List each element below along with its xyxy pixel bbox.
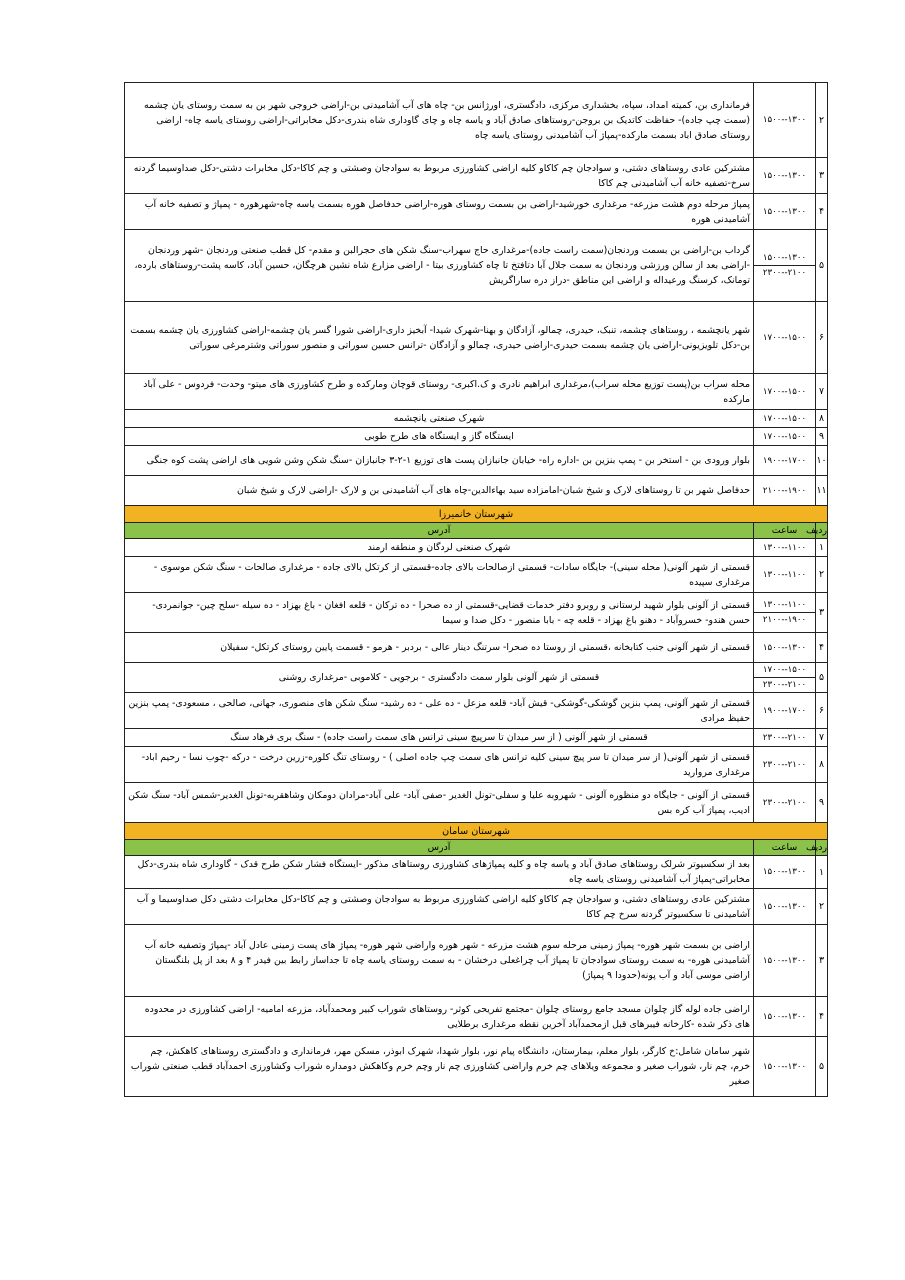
county-name: شهرستان سامان bbox=[125, 823, 828, 840]
address-cell: قسمتی از شهر آلونی ( از سر میدان تا سرپیچ سینی ترانس های سمت راست جاده) - سنگ بری فرهاد سنگ bbox=[125, 729, 754, 747]
table-row bbox=[125, 856, 828, 889]
time-range: ۱۳۰۰--۱۵۰۰ bbox=[762, 170, 807, 181]
table-row bbox=[125, 410, 828, 428]
row-number: ۲ bbox=[816, 889, 828, 925]
table-row bbox=[125, 997, 828, 1037]
table-row bbox=[125, 302, 828, 374]
time-cell bbox=[754, 925, 816, 997]
row-number: ۶ bbox=[816, 302, 828, 374]
county-header-row bbox=[125, 823, 828, 840]
table-row bbox=[125, 158, 828, 194]
time-cell bbox=[754, 158, 816, 194]
table-row bbox=[125, 747, 828, 783]
time-cell bbox=[754, 663, 816, 693]
row-number: ۴ bbox=[816, 194, 828, 230]
time-range: ۱۵۰۰--۱۷۰۰ bbox=[762, 413, 807, 424]
table-row bbox=[125, 446, 828, 476]
address-cell: شهر یانچشمه ، روستاهای چشمه، تنبک، حیدری، چمالو، آزادگان و بهنا-شهرک شیدا- آبخیز داری-اراضی شورا گسر یان چشمه-اراضی کشاورزی یان چشمه بسمت بن-دکل تلویزیونی-اراضی یان چشمه بسمت حیدری-اراضی حیدری، چمالو و آزادگان -ترانس حسین سوراتی و منصور سوراتی وشترمرغی سوراتی bbox=[125, 302, 754, 374]
address-cell: فرمانداری بن، کمیته امداد، سپاه، بخشداری مرکزی، دادگستری، اورژانس بن- چاه های آب آشامیدنی بن-اراضی خروجی شهر بن به سمت روستای یان چشمه (سمت چپ جاده)- حفاظت کاتدیک بن بروجن-روستاهای صادق آباد و یاسه چاه و چای گاوداری شاه بندری-دکل مخابراتی-اراضی روستای یاسه چاه- اراضی روستای صادق اباد بسمت مارکده-پمپاژ آب آشامیدنی روستای یاسه چاه bbox=[125, 83, 754, 158]
time-cell bbox=[754, 446, 816, 476]
row-number: ۳ bbox=[816, 158, 828, 194]
table-row bbox=[125, 428, 828, 446]
header-address: آدرس bbox=[125, 840, 754, 856]
row-number: ۳ bbox=[816, 925, 828, 997]
time-range: ۱۳۰۰--۱۵۰۰ bbox=[762, 955, 807, 966]
address-cell: حدفاصل شهر بن تا روستاهای لارک و شیخ شبان-امامزاده سید بهاءالدین-چاه های آب آشامیدنی بن و لارک -اراضی لارک و شیخ شبان bbox=[125, 476, 754, 506]
header-row-number: ردیف bbox=[816, 523, 828, 539]
table-row bbox=[125, 783, 828, 823]
table-row bbox=[125, 230, 828, 302]
address-cell: قسمتی از آلونی بلوار شهید لرستانی و روبرو دفتر خدمات قضایی-قسمتی از ده صحرا - ده ترکان - قلعه افغان - باغ بهزاد - ده سیله -سلح چین- جوانمردی- حسن هندو- خسروآباد - دهنو باغ بهزاد - قلعه چه - بابا منصور - دکل صدا و سیما bbox=[125, 593, 754, 633]
row-number: ۵ bbox=[816, 230, 828, 302]
row-number: ۹ bbox=[816, 428, 828, 446]
header-time: ساعت bbox=[754, 523, 816, 539]
outage-schedule-table bbox=[124, 82, 828, 1097]
address-cell: شهرک صنعتی یانچشمه bbox=[125, 410, 754, 428]
table-row bbox=[125, 663, 828, 693]
table-row bbox=[125, 539, 828, 557]
time-cell bbox=[754, 302, 816, 374]
header-time: ساعت bbox=[754, 840, 816, 856]
row-number: ۲ bbox=[816, 557, 828, 593]
row-number: ۱ bbox=[816, 856, 828, 889]
time-cell bbox=[754, 747, 816, 783]
time-range: ۲۱۰۰--۲۳۰۰ bbox=[762, 759, 807, 770]
address-cell: قسمتی از آلونی - جایگاه دو منظوره آلونی - شهروبه علیا و سفلی-تونل الغدیر -صفی آباد- علی آباد-مرادان دومکان وشاهقربه-تونل الغدیر-شمس آباد- سنگ شکن ادیب، پمپاژ آب کره بس bbox=[125, 783, 754, 823]
row-number: ۴ bbox=[816, 633, 828, 663]
row-number: ۵ bbox=[816, 663, 828, 693]
time-range: ۱۵۰۰--۱۷۰۰ bbox=[762, 386, 807, 397]
table-row bbox=[125, 633, 828, 663]
time-cell bbox=[754, 476, 816, 506]
time-range: ۲۱۰۰--۲۳۰۰ bbox=[754, 677, 815, 692]
table-row bbox=[125, 889, 828, 925]
row-number: ۳ bbox=[816, 593, 828, 633]
row-number: ۷ bbox=[816, 374, 828, 410]
time-cell bbox=[754, 539, 816, 557]
address-cell: گرداب بن-اراضی بن بسمت وردنجان(سمت راست جاده)-مرغداری حاج سهراب-سنگ شکن های حجرالبن و مقدم- کل قطب صنعتی وردنجان -شهر وردنجان -اراضی بعد از سالن ورزشی وردنجان به سمت جلال آبا دتافتخ تا چاه کشاورزی بیتا - اراضی مزارع شاه نشین هرچگان، حسین آباد، کاسه پشت-روستاهای بارده، تومانک، کرسنگ ورعیداله و اراضی این مناطق -دراز دره ساراگریش bbox=[125, 230, 754, 302]
time-cell bbox=[754, 693, 816, 729]
time-range: ۱۳۰۰--۱۵۰۰ bbox=[762, 253, 807, 263]
time-range: ۱۳۰۰--۱۵۰۰ bbox=[762, 115, 807, 125]
table-row bbox=[125, 194, 828, 230]
row-number: ۴ bbox=[816, 997, 828, 1037]
time-cell bbox=[754, 1037, 816, 1097]
address-cell: ایستگاه گاز و ایستگاه های طرح طوبی bbox=[125, 428, 754, 446]
time-range: ۱۹۰۰--۲۱۰۰ bbox=[754, 612, 815, 627]
time-range: ۱۵۰۰--۱۷۰۰ bbox=[762, 431, 807, 442]
row-number: ۷ bbox=[816, 729, 828, 747]
time-range: ۱۹۰۰--۲۱۰۰ bbox=[762, 485, 807, 496]
county-name: شهرستان خانمیرزا bbox=[125, 506, 828, 523]
time-range: ۱۳۰۰--۱۵۰۰ bbox=[762, 206, 807, 217]
time-range: ۱۳۰۰--۱۵۰۰ bbox=[762, 901, 807, 912]
row-number: ۹ bbox=[816, 783, 828, 823]
table-row bbox=[125, 593, 828, 633]
time-cell bbox=[754, 889, 816, 925]
time-range: ۱۷۰۰--۱۹۰۰ bbox=[762, 705, 807, 716]
time-range: ۱۱۰۰--۱۳۰۰ bbox=[762, 542, 807, 553]
time-range: ۱۳۰۰--۱۵۰۰ bbox=[762, 1011, 807, 1022]
address-cell: شهر سامان شامل:خ کارگر، بلوار معلم، بیمارستان، دانشگاه پیام نور، بلوار شهدا، شهرک ابوذر، مسکن مهر، فرمانداری و دادگستری روستاهای کاهکش، چم خرم، چم نار، شوراب صغیر و مجموعه ویلاهای چم خرم واراضی کشاورزی چم نار وچم خرم وکاهکش دومداره شوراب وکشاورزی احمدآباد قطب صنعتی شوراب صغیر bbox=[125, 1037, 754, 1097]
address-cell: بلوار ورودی بن - استخر بن - پمپ بنزین بن -اداره راه- خیابان جانبازان پست های توزیع ۱-۲-۳ جانبازان -سنگ شکن وشن شویی های اراضی پشت کوه جنگی bbox=[125, 446, 754, 476]
header-row-number: ردیف bbox=[816, 840, 828, 856]
time-cell bbox=[754, 410, 816, 428]
time-range: ۲۱۰۰--۲۳۰۰ bbox=[762, 732, 807, 743]
table-row bbox=[125, 476, 828, 506]
row-number: ۱۱ bbox=[816, 476, 828, 506]
time-cell bbox=[754, 557, 816, 593]
time-cell bbox=[754, 633, 816, 663]
address-cell: اراضی جاده لوله گاز چلوان مسجد جامع روستای چلوان -مجتمع تفریحی کوثر- روستاهای شوراب کبیر ومحمدآباد، مزرعه امامیه- اراضی کشاورزی در محدوده های ذکر شده -کارخانه فیبرهای قبل ازمحمدآباد آخرین نقطه مرغداری برطلایی bbox=[125, 997, 754, 1037]
table-body bbox=[125, 83, 828, 1097]
column-header-row bbox=[125, 523, 828, 539]
table-row bbox=[125, 693, 828, 729]
time-range: ۱۵۰۰--۱۷۰۰ bbox=[762, 665, 807, 675]
address-cell: محله سراب بن(پست توزیع محله سراب)،مرغداری ابراهیم نادری و ک.اکبری- روستای قوچان ومارکده و طرح کشاورزی های میتو- وحدت- فردوس - علی آباد مارکده bbox=[125, 374, 754, 410]
address-cell: پمپاژ مرحله دوم هشت مزرعه- مرغداری خورشید-اراضی بن بسمت روستای هوره-اراضی حدفاصل هوره بسمت یاسه چاه-شهرهوره - پمپاژ و تصفیه خانه آب آشامیدنی هوره bbox=[125, 194, 754, 230]
time-range: ۲۱۰۰--۲۳۰۰ bbox=[754, 265, 815, 280]
time-cell bbox=[754, 729, 816, 747]
row-number: ۱ bbox=[816, 539, 828, 557]
table-row bbox=[125, 729, 828, 747]
address-cell: مشترکین عادی روستاهای دشتی، و سوادجان چم کاکاو کلیه اراضی کشاورزی مربوط به سوادجان وصشتی و چم کاکا-دکل مخابرات دشتی دکل صداوسیما و آب آشامیدنی تا سکسیوتر گردنه سرخ چم کاکا bbox=[125, 889, 754, 925]
time-cell bbox=[754, 997, 816, 1037]
row-number: ۲ bbox=[816, 83, 828, 158]
header-address: آدرس bbox=[125, 523, 754, 539]
table-row bbox=[125, 374, 828, 410]
time-cell bbox=[754, 230, 816, 302]
county-header-row bbox=[125, 506, 828, 523]
time-range: ۱۳۰۰--۱۵۰۰ bbox=[762, 642, 807, 653]
address-cell: مشترکین عادی روستاهای دشتی، و سوادجان چم کاکاو کلیه اراضی کشاورزی مربوط به سوادجان وصشتی و چم کاکا-دکل مخابرات دشتی-دکل صداوسیما گردنه سرخ-تصفیه خانه آب آشامیدنی چم کاکا bbox=[125, 158, 754, 194]
time-cell bbox=[754, 428, 816, 446]
address-cell: قسمتی از شهر آلونی( محله سینی)- جایگاه سادات- قسمتی ازصالحات بالای جاده-قسمتی از کرتکل بالای جاده - مرغداری صالحات - سنگ شکن موسوی - مرغداری سپیده bbox=[125, 557, 754, 593]
row-number: ۵ bbox=[816, 1037, 828, 1097]
table-row bbox=[125, 1037, 828, 1097]
table-row bbox=[125, 557, 828, 593]
row-number: ۸ bbox=[816, 410, 828, 428]
table-row bbox=[125, 83, 828, 158]
address-cell: قسمتی از شهر آلونی( از سر میدان تا سر پیچ سینی کلیه ترانس های سمت چپ جاده اصلی ) - روستای تنگ کلوره-زرین درخت - درکه -چوب نسا - رحیم اباد- مرغداری مرواريد bbox=[125, 747, 754, 783]
time-cell bbox=[754, 374, 816, 410]
row-number: ۸ bbox=[816, 747, 828, 783]
row-number: ۶ bbox=[816, 693, 828, 729]
time-cell bbox=[754, 856, 816, 889]
address-cell: اراضی بن بسمت شهر هوره- پمپاژ زمینی مرحله سوم هشت مزرعه - شهر هوره واراضی شهر هوره- پمپاژ های پست زمینی عادل آباد -پمپاژ وتصفیه خانه آب آشامیدنی هوره- به سمت روستای سوادجان تا پمپاژ آب چراغعلی درخشان - به سمت روستای یاسه چاه تا جداساز رابط بین فیدر ۴ و ۸ بعد از پل بلنگستان اراضی موسی آباد و آب پونه(حدودا ۹ پمپاژ) bbox=[125, 925, 754, 997]
address-cell: قسمتی از شهر آلونی جنب کتابخانه ،قسمتی از روستا ده صحرا- سرتنگ دینار عالی - بردبر - هرمو - قسمت پایین روستای کرتکل- سفیلان bbox=[125, 633, 754, 663]
time-range: ۱۳۰۰--۱۵۰۰ bbox=[762, 867, 807, 877]
address-cell: بعد از سکسیوتر شرلک روستاهای صادق آباد و یاسه چاه و کلیه پمپاژهای کشاورزی روستاهای مذکور -ایستگاه فشار شکن طرح قدک - گاوداری شاه بندری-دکل مخابراتی-پمپاژ آب آشامیدنی روستای یاسه چاه bbox=[125, 856, 754, 889]
address-cell: شهرک صنعتی لردگان و منطقه ارمند bbox=[125, 539, 754, 557]
time-cell bbox=[754, 194, 816, 230]
time-cell bbox=[754, 593, 816, 633]
time-range: ۱۵۰۰--۱۷۰۰ bbox=[762, 332, 807, 343]
time-range: ۱۱۰۰--۱۳۰۰ bbox=[762, 600, 807, 610]
column-header-row bbox=[125, 840, 828, 856]
time-cell bbox=[754, 83, 816, 158]
time-range: ۱۱۰۰--۱۳۰۰ bbox=[762, 569, 807, 580]
time-range: ۱۷۰۰--۱۹۰۰ bbox=[762, 455, 807, 466]
time-range: ۲۱۰۰--۲۳۰۰ bbox=[762, 797, 807, 808]
row-number: ۱۰ bbox=[816, 446, 828, 476]
table-row bbox=[125, 925, 828, 997]
time-cell bbox=[754, 783, 816, 823]
outage-schedule-document bbox=[124, 82, 828, 1097]
address-cell: قسمتی از شهر آلونی، پمپ بنزین گوشکی-گوشکی- قیش آباد- قلعه مزعل - ده علی - ده رشید- سنگ شکن های منصوری، جهانی، صالحی ، مسعودی- پمپ بنزین حفیظ مرادی bbox=[125, 693, 754, 729]
address-cell: قسمتی از شهر آلونی بلوار سمت دادگستری - برجویی - کلاموبی -مرغداری روشنی bbox=[125, 663, 754, 693]
time-range: ۱۳۰۰--۱۵۰۰ bbox=[762, 1061, 807, 1072]
